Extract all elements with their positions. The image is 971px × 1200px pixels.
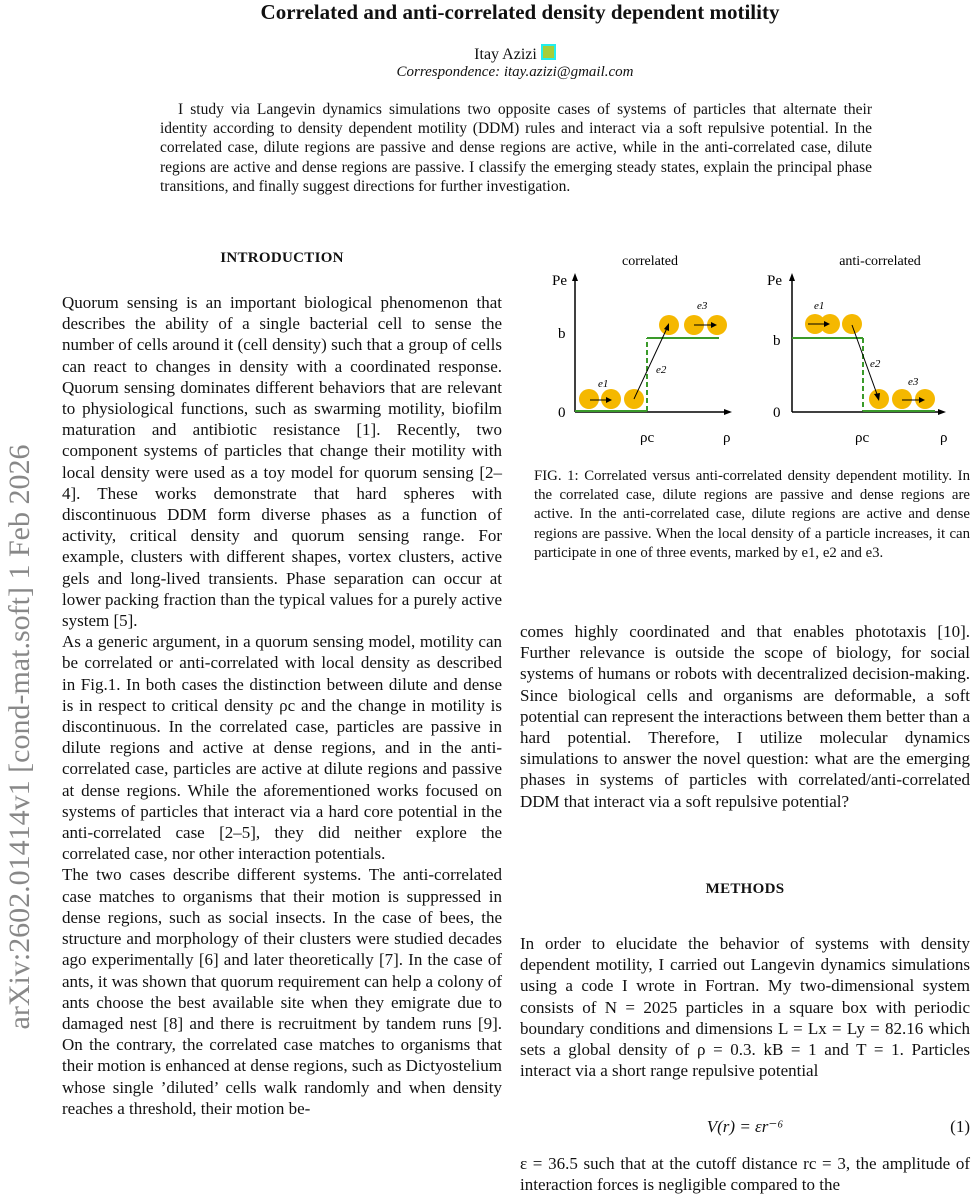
- event-label: e2: [870, 358, 881, 370]
- rho-c-label: ρc: [855, 430, 870, 446]
- panel-title: anti-correlated: [839, 254, 921, 269]
- introduction-continuation: comes highly coordinated and that enables phototaxis [10]. Further relevance is outside the scope of biology, for social systems of humans or robots with decentralized decision-making. Since biological cells and organisms are deformable, a soft potential can represent the interactions between them better than a hard potential. Therefore, I utilize molecular dynamics simulations to answer the novel question: what are the emerging phases in systems of particles with correlated/anti-correlated DDM that interact via a soft repulsive potential?: [520, 622, 970, 811]
- methods-paragraph: In order to elucidate the behavior of systems with density dependent motility, I carried out Langevin dynamics simulations using a code I wrote in Fortran. My two-dimensional system consists of N = 2025 particles in a square box with periodic boundary conditions and dimensions L = Lx = Ly = 82.16 which sets a global density of ρ = 0.3. kB = 1 and T = 1. Particles interact via a short range repulsive potential: [520, 934, 970, 1081]
- panel-correlated: [552, 254, 732, 446]
- equation-number: (1): [950, 1117, 970, 1136]
- b-label: b: [773, 333, 781, 349]
- event-label: e1: [598, 378, 609, 390]
- y-axis-label: Pe: [767, 273, 782, 289]
- abstract: I study via Langevin dynamics simulations two opposite cases of systems of particles that alternate their identity according to density dependent motility (DDM) rules and interact via a soft repulsive potential. In the correlated case, dilute regions are passive and dense regions are active, while in the anti-correlated case, dilute regions are active and dense regions are passive. I classify the emerging steady states, explain the principal phase transitions, and finally suggest directions for further investigation.: [160, 101, 872, 195]
- methods-continuation: ε = 36.5 such that at the cutoff distance rc = 3, the amplitude of interaction forces is negligible compared to the: [520, 1154, 970, 1195]
- introduction-body: [62, 292, 502, 1119]
- zero-label: 0: [773, 405, 781, 421]
- x-axis-label: ρ: [723, 430, 731, 446]
- zero-label: 0: [558, 405, 566, 421]
- correspondence[interactable]: Correspondence: itay.azizi@gmail.com: [396, 64, 634, 80]
- equation-1: [520, 1117, 970, 1137]
- intro-paragraph: Quorum sensing is an important biological phenomenon that describes the ability of a single bacterial cell to sense the number of cells around it (cell density) such that a group of cells can react to changes in density with a coordinated response. Quorum sensing dominates different behaviors that are relevant to physiological functions, such as swarming motility, biofilm maturation and antibiotic resistance [1]. Recently, two component systems of particles that change their motility with local density were used as a toy model for quorum sensing [2–4]. These works demonstrate that hard spheres with discontinuous DDM form diverse phases as a function of activity, critical density and quorum sensing range. For example, clusters with different shapes, vortex clusters, active gels and long-lived transients. Phase separation can occur at lower packing fraction than the typical values for a purely active system [5].: [62, 293, 502, 631]
- event-label: e3: [908, 376, 919, 388]
- methods-heading: METHODS: [705, 881, 785, 897]
- equation-formula: V(r) = εr⁻⁶: [706, 1117, 784, 1136]
- panel-anti-correlated: [767, 254, 948, 446]
- arxiv-identifier[interactable]: arXiv:2602.01414v1 [cond-mat.soft] 1 Feb 2026: [3, 444, 36, 1030]
- event-label: e1: [814, 300, 825, 312]
- x-axis-label: ρ: [940, 430, 948, 446]
- author-line: [0, 44, 971, 64]
- paper-title: Correlated and anti-correlated density dependent motility: [260, 0, 780, 24]
- event-label: e2: [656, 364, 667, 376]
- introduction-heading: INTRODUCTION: [220, 250, 344, 266]
- rho-c-label: ρc: [640, 430, 655, 446]
- panel-title: correlated: [622, 254, 678, 269]
- intro-paragraph: As a generic argument, in a quorum sensing model, motility can be correlated or anti-correlated with local density as described in Fig.1. In both cases the distinction between dilute and dense is in respect to critical density ρc and the change in motility is discontinuous. In the correlated case, particles are passive in dilute regions and active at dense regions, and in the anti-correlated case, particles are active at dilute regions and passive at dense regions. While the aforementioned works focused on systems of particles that interact via a hard core potential in the anti-correlated case [2–5], they did neither explore the correlated case, nor other interaction potentials.: [62, 632, 502, 864]
- figure-1: [530, 245, 971, 455]
- event-label: e3: [697, 300, 708, 312]
- intro-paragraph: The two cases describe different systems. The anti-correlated case matches to organisms that their motion is suppressed in dense regions, such as social insects. In the case of bees, the structure and morphology of their clusters were studied decades ago experimentally [6] and later theoretically [7]. In the case of ants, it was shown that quorum requirement can help a colony of ants choose the best available site when they emigrate due to damaged nest [8] and there is recruitment by tandem runs [9]. On the contrary, the correlated case matches to organisms that their motion is enhanced at dense regions, such as Dictyostelium whose single ’diluted’ cells walk randomly and when density reaches a threshold, their motion be-: [62, 865, 503, 1118]
- author-name: Itay Azizi: [474, 46, 537, 63]
- particles: [579, 315, 727, 409]
- orcid-icon[interactable]: [541, 44, 556, 60]
- y-axis-label: Pe: [552, 273, 567, 289]
- figure-caption: FIG. 1: Correlated versus anti-correlated density dependent motility. In the correlated case, dilute regions are passive and dense regions are active. In the anti-correlated case, dilute regions are active and dense regions are passive. When the local density of a particle increases, it can participate in one of three events, marked by e1, e2 and e3.: [534, 468, 970, 561]
- b-label: b: [558, 326, 566, 342]
